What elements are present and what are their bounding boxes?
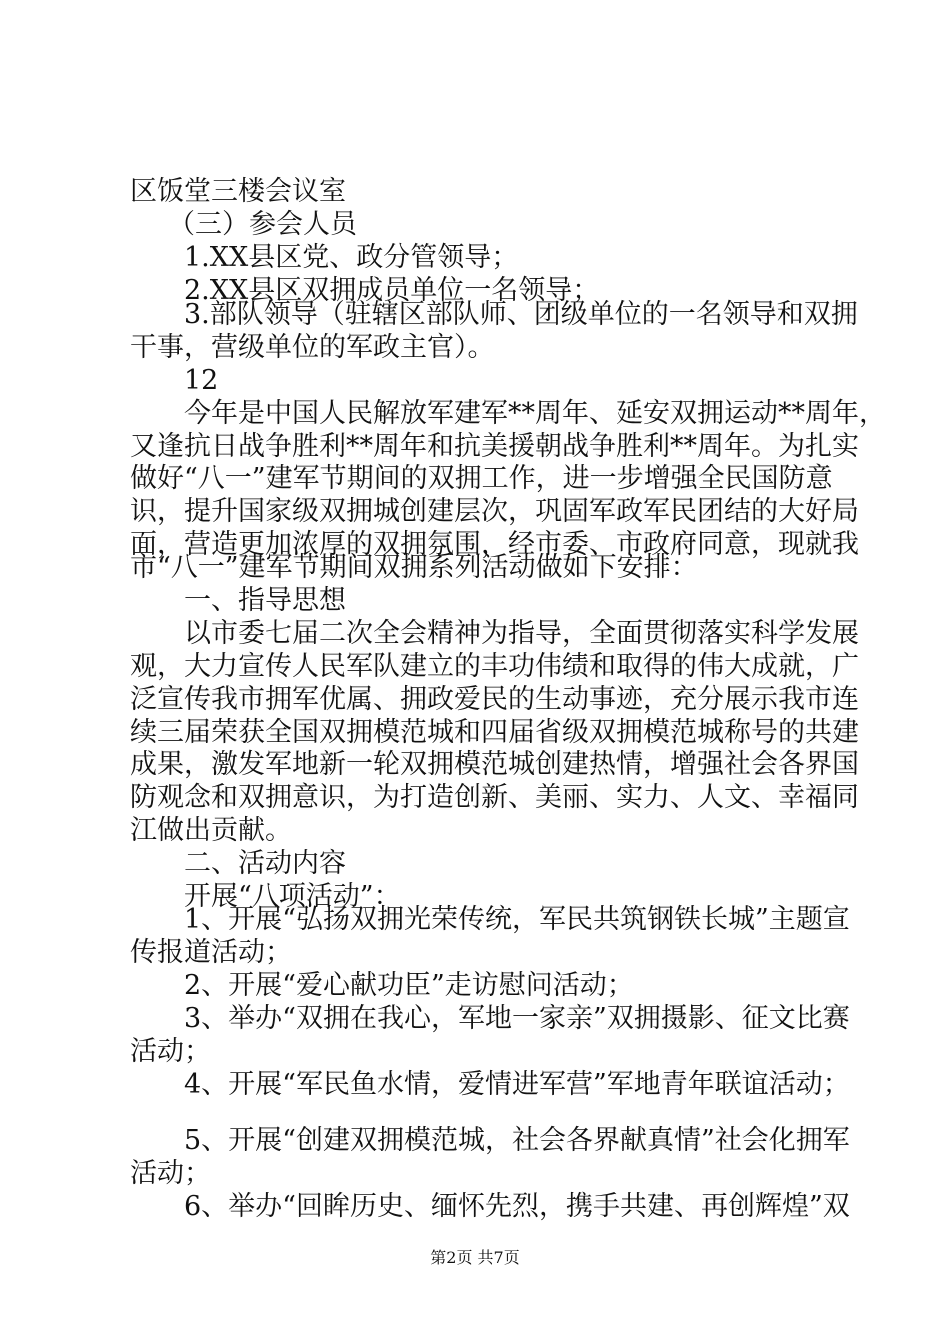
list-item-4: 4、开展“军民鱼水情，爱情进军营”军地青年联谊活动； xyxy=(184,1069,850,1100)
list-item-1: 1、开展“弘扬双拥光荣传统，军民共筑钢铁长城”主题宣 xyxy=(184,904,850,935)
section-heading-activities: 二、活动内容 xyxy=(184,848,346,879)
text-line-28: 活动； xyxy=(130,1036,211,1067)
text-line-1: 区饭堂三楼会议室 xyxy=(130,176,346,207)
text-line-15: 以市委七届二次全会精神为指导，全面贯彻落实科学发展 xyxy=(184,618,859,649)
text-line-18: 续三届荣获全国双拥模范城和四届省级双拥模范城称号的共建 xyxy=(130,717,859,748)
text-line-10: 做好“八一”建军节期间的双拥工作，进一步增强全民国防意 xyxy=(130,463,833,494)
list-item-3: 3、举办“双拥在我心，军地一家亲”双拥摄影、征文比赛 xyxy=(184,1003,850,1034)
text-line-13: 市“八一”建军节期间双拥系列活动做如下安排： xyxy=(130,552,698,583)
text-line-17: 泛宣传我市拥军优属、拥政爱民的生动事迹，充分展示我市连 xyxy=(130,684,859,715)
text-line-23: 开展“八项活动”： xyxy=(184,881,401,912)
text-line-9: 又逢抗日战争胜利**周年和抗美援朝战争胜利**周年。为扎实 xyxy=(130,431,859,462)
text-line-6: 干事，营级单位的军政主官）。 xyxy=(130,332,495,363)
text-line-25: 传报道活动； xyxy=(130,937,292,968)
text-line-20: 防观念和双拥意识，为打造创新、美丽、实力、人文、幸福同 xyxy=(130,782,859,813)
text-line-21: 江做出贡献。 xyxy=(130,815,292,846)
section-heading-guiding-idea: 一、指导思想 xyxy=(184,585,346,616)
text-line-3: 1.XX县区党、政分管领导； xyxy=(184,242,519,273)
page-number-footer: 第2页 共7页 xyxy=(430,1248,520,1267)
text-line-31: 活动； xyxy=(130,1158,211,1189)
text-line-8: 今年是中国人民解放军建军**周年、延安双拥运动**周年， xyxy=(184,398,886,429)
section-heading-attendees: （三）参会人员 xyxy=(168,209,357,240)
list-item-2: 2、开展“爱心献功臣”走访慰问活动； xyxy=(184,970,634,1001)
text-line-16: 观，大力宣传人民军队建立的丰功伟绩和取得的伟大成就，广 xyxy=(130,651,859,682)
text-line-19: 成果，激发军地新一轮双拥模范城创建热情，增强社会各界国 xyxy=(130,749,859,780)
text-line-5: 3.部队领导（驻辖区部队师、团级单位的一名领导和双拥 xyxy=(184,299,858,330)
text-line-12: 面，营造更加浓厚的双拥氛围，经市委、市政府同意，现就我 xyxy=(130,529,859,560)
text-line-7: 12 xyxy=(184,365,219,396)
text-line-4: 2.XX县区双拥成员单位一名领导； xyxy=(184,275,600,306)
list-item-6: 6、举办“回眸历史、缅怀先烈，携手共建、再创辉煌”双 xyxy=(184,1191,850,1222)
text-line-11: 识，提升国家级双拥城创建层次，巩固军政军民团结的大好局 xyxy=(130,496,859,527)
list-item-5: 5、开展“创建双拥模范城，社会各界献真情”社会化拥军 xyxy=(184,1125,850,1156)
